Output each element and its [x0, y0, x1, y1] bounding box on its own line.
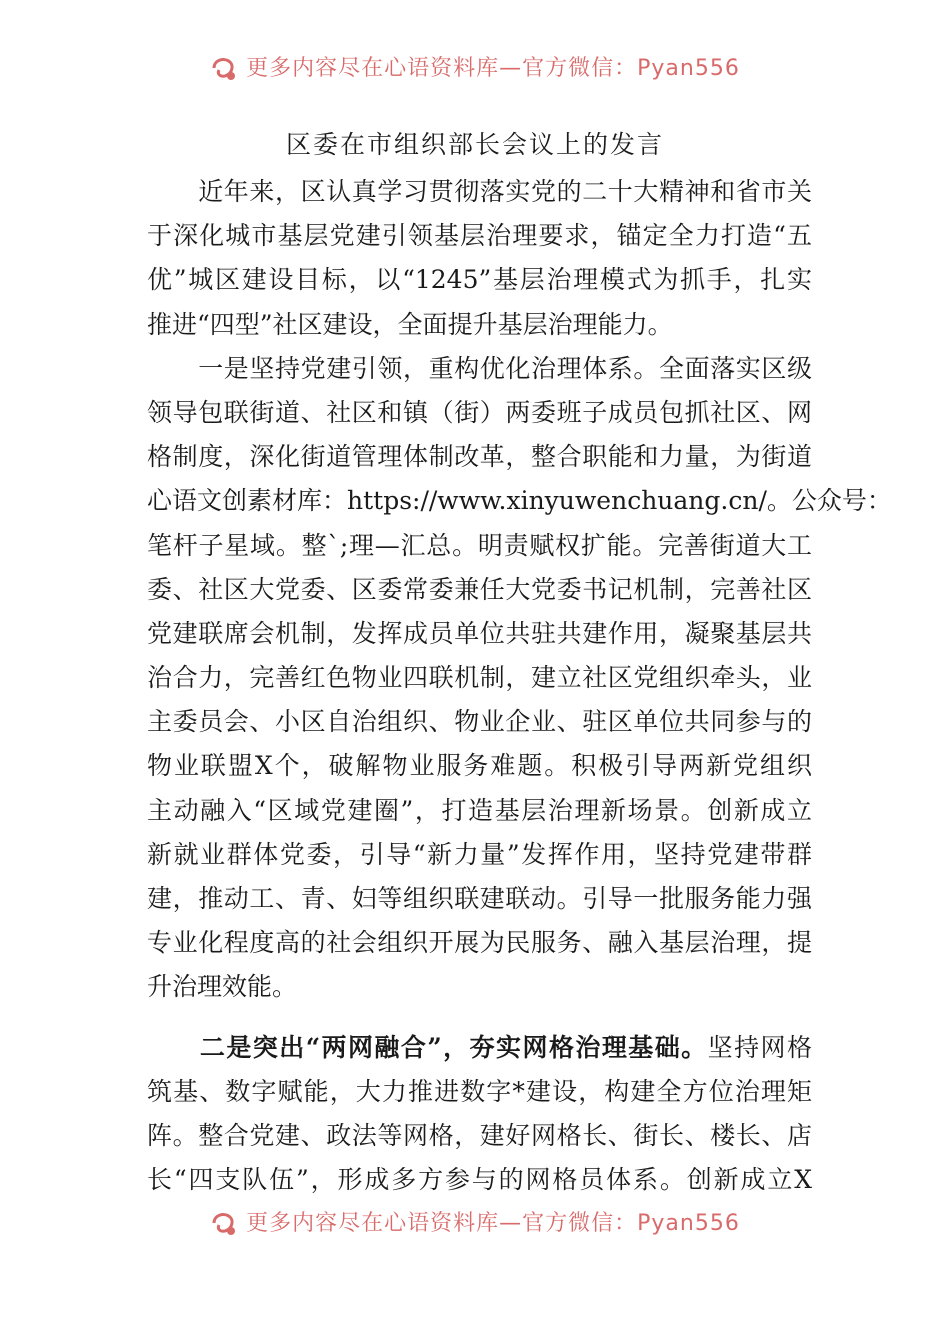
- document-title: 区委在市组织部长会议上的发言: [285, 130, 664, 159]
- text-line: 格制度，深化街道管理体制改革，整合职能和力量，为街道: [147, 442, 812, 472]
- watermark-banner-top: [0, 52, 950, 88]
- text-line: 主委员会、小区自治组织、物业企业、驻区单位共同参与的: [147, 707, 812, 737]
- text-line: 升治理效能。: [147, 972, 298, 1002]
- paragraph-grid-governance: [147, 1026, 812, 1203]
- text-line: 建，推动工、青、妇等组织联建联动。引导一批服务能力强: [147, 884, 812, 913]
- text-line: 笔杆子星域。整`;理—汇总。明责赋权扩能。完善街道大工: [147, 530, 812, 560]
- text-line: 筑基、数字赋能，大力推进数字*建设，构建全方位治理矩: [147, 1076, 812, 1106]
- section-heading: 二是突出“两网融合”，夯实网格治理基础。: [147, 1032, 708, 1062]
- brand-logo-icon: [210, 1209, 240, 1239]
- text-line: 新就业群体党委，引导“新力量”发挥作用，坚持党建带群: [147, 839, 812, 869]
- text-line: 长“四支队伍”，形成多方参与的网格员体系。创新成立X: [147, 1165, 812, 1195]
- text-line: 一是坚持党建引领，重构优化治理体系。全面落实区级: [147, 353, 812, 383]
- text-line: 近年来，区认真学习贯彻落实党的二十大精神和省市关: [147, 177, 812, 206]
- watermark-text: 更多内容尽在心语资料库—官方微信：Pyan556: [246, 56, 740, 81]
- text-line: 优”城区建设目标，以“1245”基层治理模式为抓手，扎实: [147, 265, 812, 295]
- text-line: 于深化城市基层党建引领基层治理要求，锚定全力打造“五: [147, 221, 812, 251]
- watermark-text: 更多内容尽在心语资料库—官方微信：Pyan556: [246, 1211, 740, 1236]
- text-line: 委、社区大党委、区委常委兼任大党委书记机制，完善社区: [147, 574, 812, 604]
- text-line: 推进“四型”社区建设，全面提升基层治理能力。: [147, 309, 673, 339]
- text-line: 专业化程度高的社会组织开展为民服务、融入基层治理，提: [147, 928, 812, 958]
- text-line: 阵。整合党建、政法等网格，建好网格长、街长、楼长、店: [147, 1120, 812, 1150]
- text-line: 治合力，完善红色物业四联机制，建立社区党组织牵头，业: [147, 663, 812, 693]
- text-line: [147, 1026, 812, 1070]
- paragraph-intro: [147, 170, 812, 347]
- text-span: 坚持网格: [707, 1032, 812, 1062]
- text-line: 心语文创素材库：https://www.xinyuwenchuang.cn/。公众号：: [147, 486, 892, 516]
- watermark-banner-bottom: [0, 1207, 950, 1243]
- paragraph-party-leadership: [147, 347, 892, 1010]
- document-body: [147, 170, 892, 1202]
- text-line: 领导包联街道、社区和镇（街）两委班子成员包抓社区、网: [147, 397, 812, 427]
- text-line: 主动融入“区域党建圈”，打造基层治理新场景。创新成立: [147, 795, 812, 825]
- text-line: 物业联盟X个，破解物业服务难题。积极引导两新党组织: [147, 751, 812, 781]
- text-line: 党建联席会机制，发挥成员单位共驻共建作用，凝聚基层共: [147, 618, 812, 648]
- brand-logo-icon: [210, 54, 240, 84]
